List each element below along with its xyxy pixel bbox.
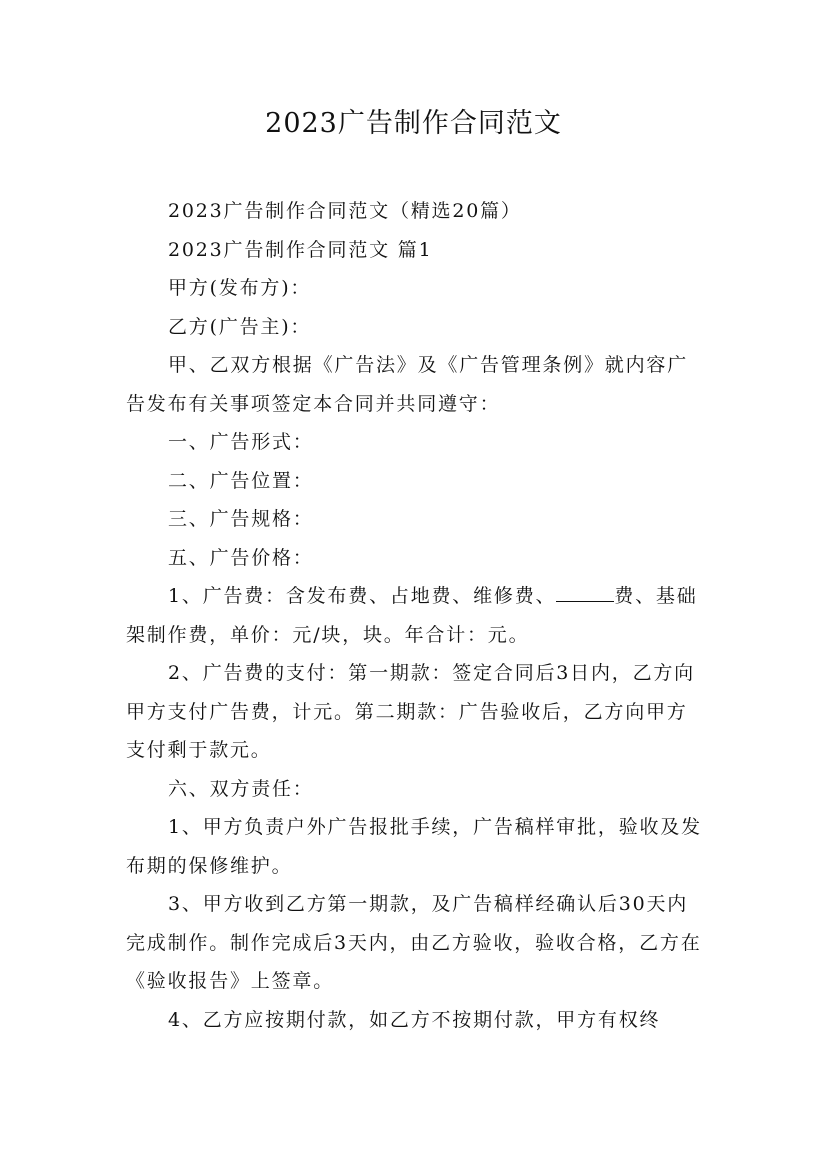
ad-fee-text-after-blank: 费、基础架制作费，单价：元/块，块。年合计：元。 [126, 585, 698, 646]
paragraph-payment: 2、广告费的支付：第一期款：签定合同后3日内，乙方向甲方支付广告费，计元。第二期款：广告验收后，乙方向甲方支付剩于款元。 [126, 662, 695, 761]
paragraph-preamble: 甲、乙双方根据《广告法》及《广告管理条例》就内容广告发布有关事项签定本合同并共同遵守： [126, 354, 689, 415]
paragraph-responsibilities: 六、双方责任： [168, 777, 314, 800]
document-body [126, 192, 706, 1039]
paragraph-ad-fee [126, 577, 706, 654]
paragraph-party-a: 甲方(发布方)： [168, 277, 312, 299]
paragraph-responsibility-1: 1、甲方负责户外广告报批手续，广告稿样审批，验收及发布期的保修维护。 [126, 816, 702, 877]
paragraph-ad-location: 二、广告位置： [168, 469, 314, 492]
paragraph-responsibility-3: 3、甲方收到乙方第一期款，及广告稿样经确认后30天内完成制作。制作完成后3天内，由乙方验收，验收合格，乙方在《验收报告》上签章。 [126, 893, 702, 992]
paragraph-party-b: 乙方(广告主)： [168, 315, 312, 338]
paragraph-ad-spec: 三、广告规格： [168, 508, 314, 530]
paragraph-section-heading: 2023广告制作合同范文 篇1 [168, 238, 433, 261]
fill-in-blank-line [556, 583, 614, 602]
paragraph-ad-price: 五、广告价格： [168, 546, 314, 569]
paragraph-ad-form: 一、广告形式： [168, 431, 314, 453]
ad-fee-text-before-blank: 1、广告费：含发布费、占地费、维修费、 [168, 585, 557, 607]
paragraph-subtitle: 2023广告制作合同范文（精选20篇） [168, 200, 522, 222]
paragraph-responsibility-4: 4、乙方应按期付款，如乙方不按期付款，甲方有权终 [168, 1008, 661, 1031]
document-title: 2023广告制作合同范文 [265, 108, 562, 139]
